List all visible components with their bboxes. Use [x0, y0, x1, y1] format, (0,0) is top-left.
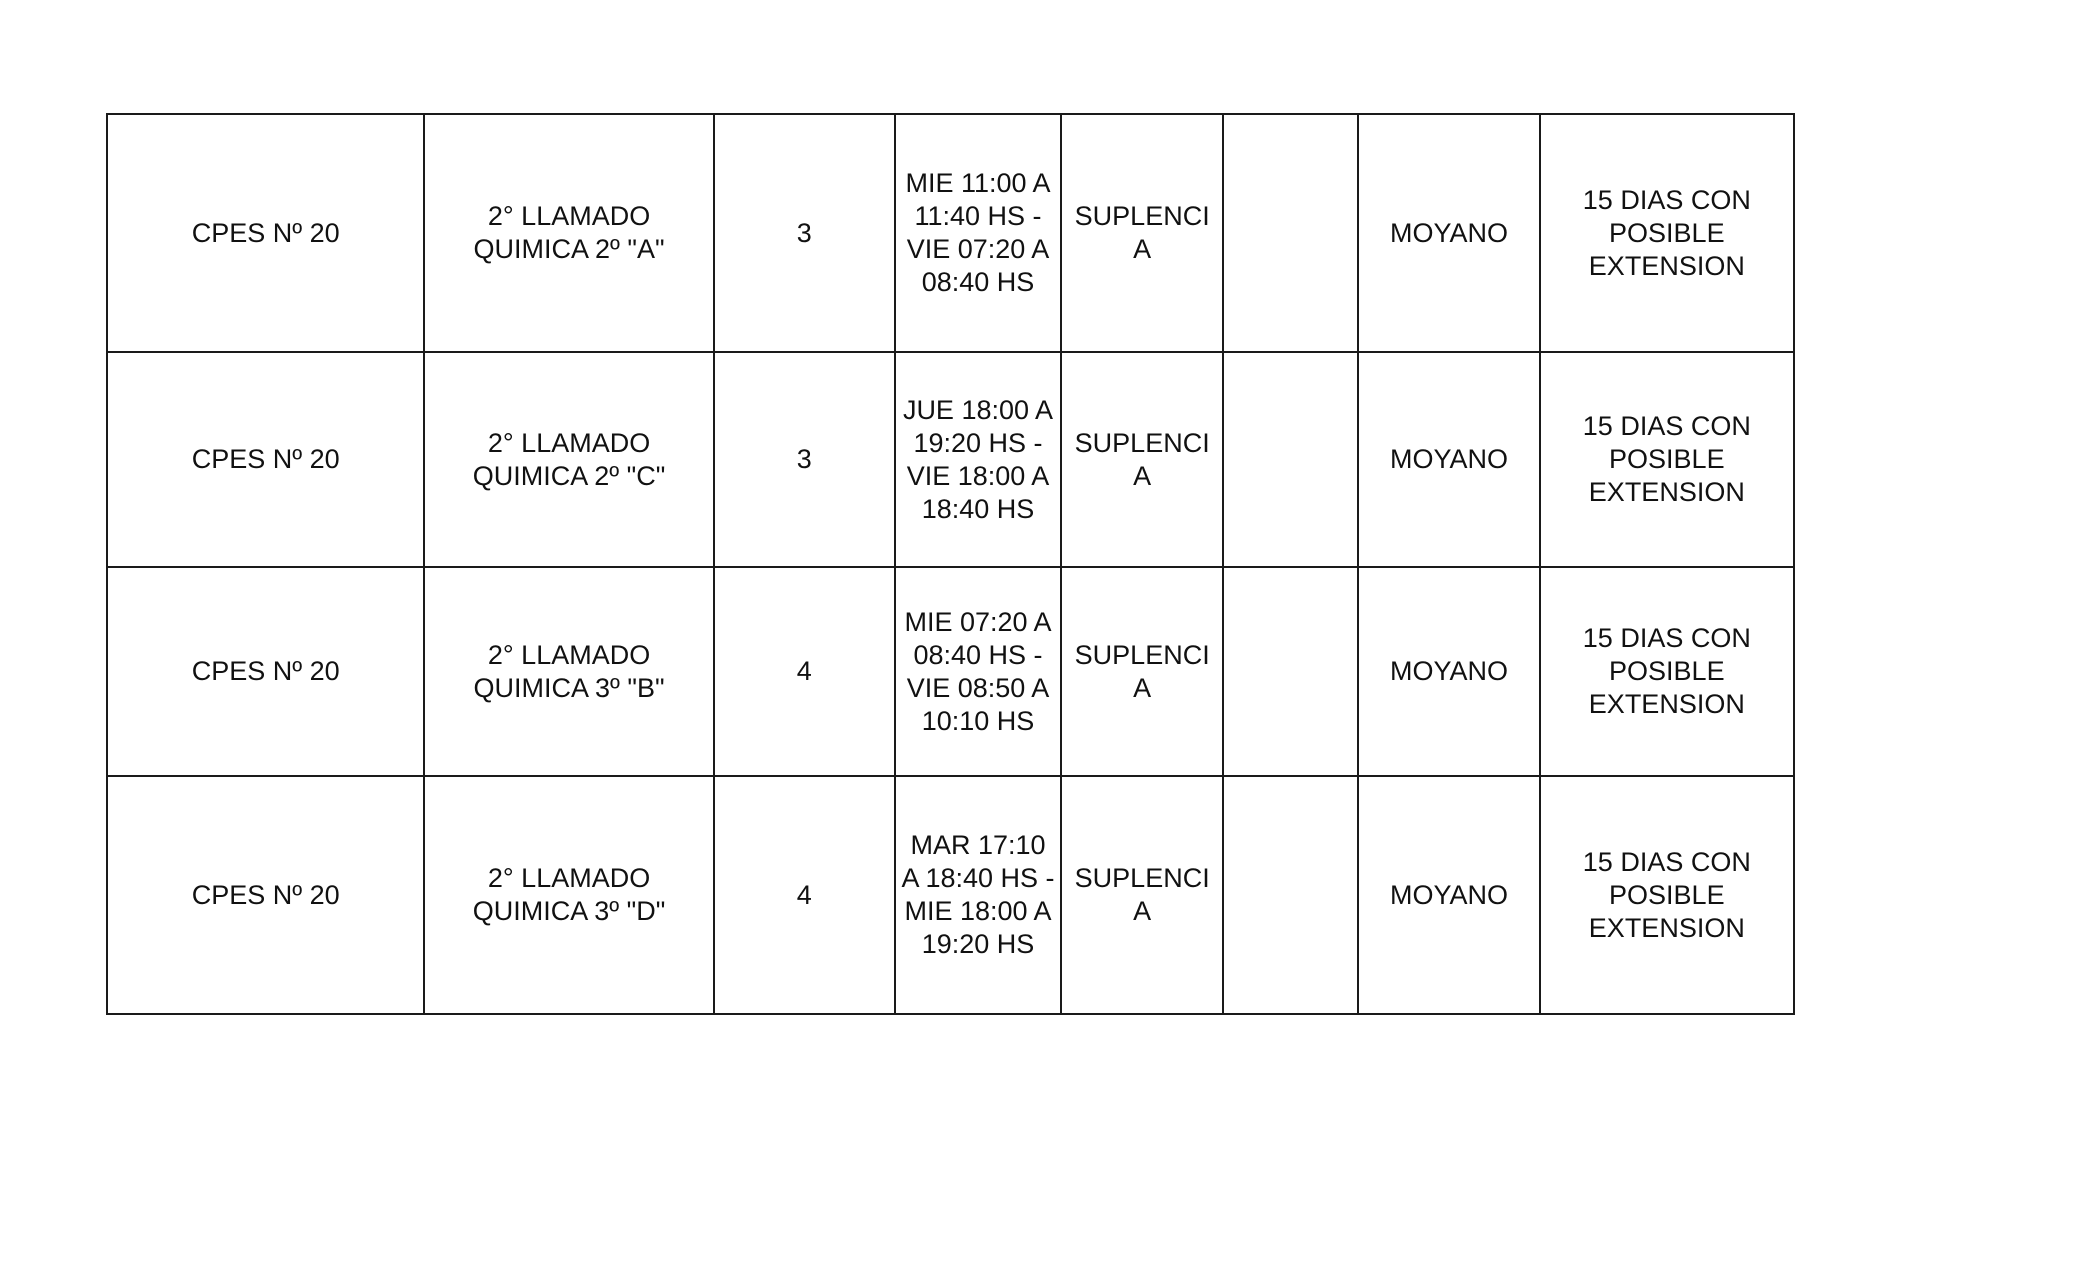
- duration-cell: 15 DIAS CON POSIBLE EXTENSION: [1540, 776, 1794, 1014]
- subject-cell: 2° LLAMADO QUIMICA 2º "A": [424, 114, 713, 352]
- subject-cell: 2° LLAMADO QUIMICA 3º "D": [424, 776, 713, 1014]
- hours-cell: 3: [714, 352, 895, 567]
- schedule-cell: MIE 11:00 A 11:40 HS - VIE 07:20 A 08:40 HS: [895, 114, 1061, 352]
- name-cell: MOYANO: [1358, 114, 1539, 352]
- school-cell: CPES Nº 20: [107, 776, 424, 1014]
- empty-cell: [1223, 776, 1358, 1014]
- table-row: [107, 776, 1794, 1014]
- empty-cell: [1223, 352, 1358, 567]
- name-cell: MOYANO: [1358, 776, 1539, 1014]
- hours-cell: 4: [714, 567, 895, 776]
- school-cell: CPES Nº 20: [107, 567, 424, 776]
- position-type-cell: SUPLENCI A: [1061, 776, 1223, 1014]
- duration-cell: 15 DIAS CON POSIBLE EXTENSION: [1540, 352, 1794, 567]
- position-type-cell: SUPLENCI A: [1061, 567, 1223, 776]
- position-type-cell: SUPLENCI A: [1061, 352, 1223, 567]
- table-row: [107, 114, 1794, 352]
- subject-cell: 2° LLAMADO QUIMICA 2º "C": [424, 352, 713, 567]
- vacancy-table: [106, 113, 1795, 1015]
- duration-cell: 15 DIAS CON POSIBLE EXTENSION: [1540, 567, 1794, 776]
- school-cell: CPES Nº 20: [107, 114, 424, 352]
- subject-cell: 2° LLAMADO QUIMICA 3º "B": [424, 567, 713, 776]
- name-cell: MOYANO: [1358, 352, 1539, 567]
- name-cell: MOYANO: [1358, 567, 1539, 776]
- schedule-cell: MIE 07:20 A 08:40 HS - VIE 08:50 A 10:10 HS: [895, 567, 1061, 776]
- schedule-cell: MAR 17:10 A 18:40 HS - MIE 18:00 A 19:20 HS: [895, 776, 1061, 1014]
- empty-cell: [1223, 567, 1358, 776]
- empty-cell: [1223, 114, 1358, 352]
- duration-cell: 15 DIAS CON POSIBLE EXTENSION: [1540, 114, 1794, 352]
- hours-cell: 4: [714, 776, 895, 1014]
- position-type-cell: SUPLENCI A: [1061, 114, 1223, 352]
- hours-cell: 3: [714, 114, 895, 352]
- table-row: [107, 567, 1794, 776]
- schedule-cell: JUE 18:00 A 19:20 HS - VIE 18:00 A 18:40 HS: [895, 352, 1061, 567]
- table-row: [107, 352, 1794, 567]
- school-cell: CPES Nº 20: [107, 352, 424, 567]
